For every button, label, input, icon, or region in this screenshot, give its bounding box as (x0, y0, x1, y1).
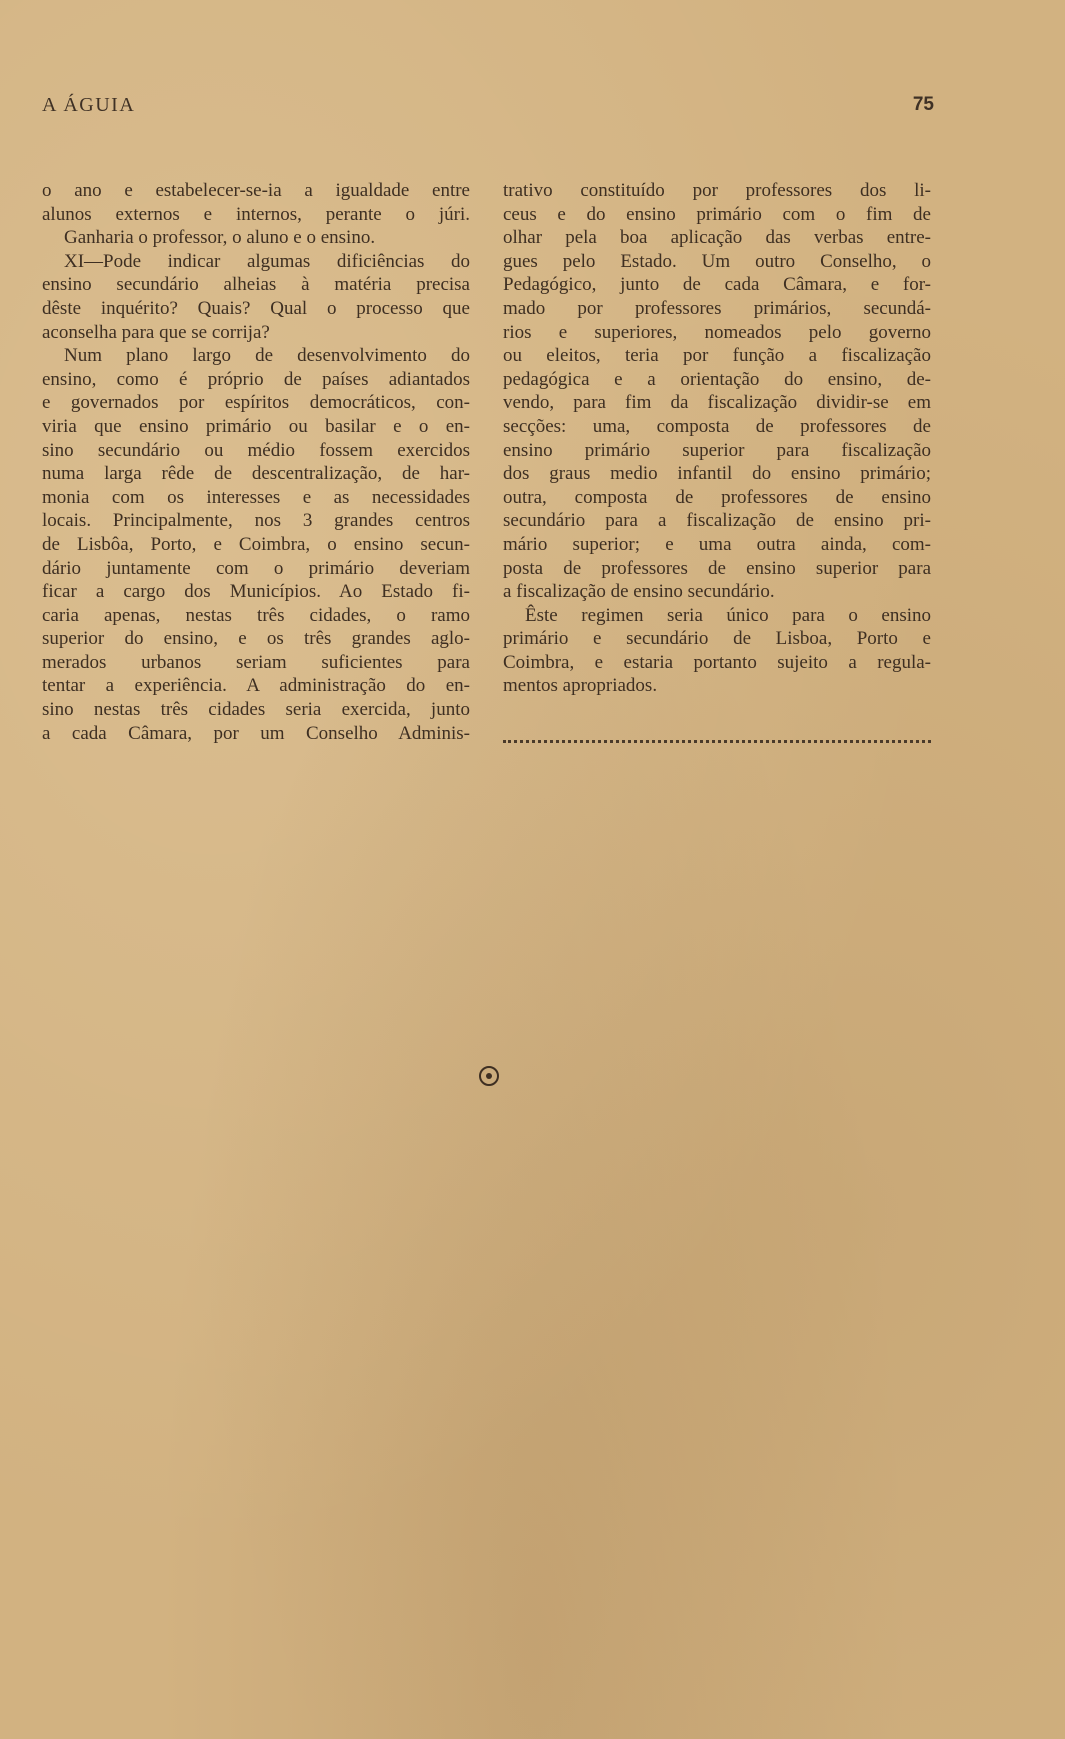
text-line: tentar a experiência. A administração do en- (42, 675, 470, 697)
text-line: Num plano largo de desenvolvimento do (64, 345, 470, 367)
text-line: a fiscalização de ensino secundário. (503, 581, 775, 603)
text-line: secundário para a fiscalização de ensino pri- (503, 510, 931, 532)
journal-title: A ÁGUIA (42, 94, 136, 116)
text-line: mentos apropriados. (503, 675, 658, 697)
text-line: mário superior; e uma outra ainda, com- (503, 533, 931, 555)
text-line: outra, composta de professores de ensino (503, 486, 931, 508)
text-line: trativo constituído por professores dos li- (503, 180, 931, 201)
text-line: locais. Principalmente, nos 3 grandes centros (42, 510, 470, 532)
text-line: e governados por espíritos democráticos, con- (42, 392, 470, 414)
text-line: ensino primário superior para fiscalização (503, 439, 931, 461)
text-line: ensino secundário alheias à matéria precisa (42, 274, 470, 296)
text-line: dêste inquérito? Quais? Qual o processo que (42, 297, 470, 319)
text-line: ceus e do ensino primário com o fim de (503, 203, 931, 225)
text-line: rios e superiores, nomeados pelo governo (503, 321, 931, 343)
text-line: de Lisbôa, Porto, e Coimbra, o ensino secun- (42, 533, 470, 555)
text-line: primário e secundário de Lisboa, Porto e (503, 628, 931, 650)
text-line: secções: uma, composta de professores de (503, 415, 931, 437)
text-line: olhar pela boa aplicação das verbas entre- (503, 227, 931, 249)
text-line: Ganharia o professor, o aluno e o ensino. (64, 227, 376, 249)
text-line: posta de professores de ensino superior para (503, 557, 931, 579)
text-line: superior do ensino, e os três grandes aglo- (42, 628, 470, 650)
text-line: XI—Pode indicar algumas dificiências do (64, 250, 470, 272)
left-column (42, 179, 470, 745)
text-line: dos graus medio infantil do ensino primário; (503, 463, 931, 485)
text-line: monia com os interesses e as necessidades (42, 486, 470, 508)
text-line: ou eleitos, teria por função a fiscalização (503, 345, 931, 367)
text-line: sino secundário ou médio fossem exercidos (42, 439, 470, 461)
text-line: ficar a cargo dos Municípios. Ao Estado fi- (42, 581, 470, 603)
text-line: mado por professores primários, secundá- (503, 297, 931, 319)
text-line: viria que ensino primário ou basilar e o en- (42, 415, 470, 437)
text-line: Êste regimen seria único para o ensino (525, 604, 931, 626)
text-line: aconselha para que se corrija? (42, 321, 270, 343)
text-line: gues pelo Estado. Um outro Conselho, o (503, 250, 931, 272)
dotted-separator (503, 730, 931, 743)
page-number: 75 (912, 94, 934, 115)
text-line: ensino, como é próprio de países adiantados (42, 368, 470, 390)
circle-dot-ornament-icon (478, 1065, 500, 1087)
text-line: sino nestas três cidades seria exercida, junto (42, 699, 470, 721)
text-line: vendo, para fim da fiscalização dividir-se em (503, 392, 931, 414)
running-head (42, 94, 934, 124)
text-line: numa larga rêde de descentralização, de har- (42, 463, 470, 485)
text-line: o ano e estabelecer-se-ia a igualdade entre (42, 180, 470, 201)
text-line: a cada Câmara, por um Conselho Adminis- (42, 722, 470, 744)
text-line: merados urbanos seriam suficientes para (42, 651, 470, 673)
text-line: alunos externos e internos, perante o júri. (42, 203, 470, 225)
text-line: pedagógica e a orientação do ensino, de- (503, 368, 931, 390)
text-line: Pedagógico, junto de cada Câmara, e for- (503, 274, 931, 296)
right-column (503, 179, 931, 698)
text-line: Coimbra, e estaria portanto sujeito a regula- (503, 651, 931, 673)
text-line: dário juntamente com o primário deveriam (42, 557, 470, 579)
text-line: caria apenas, nestas três cidades, o ramo (42, 604, 470, 626)
